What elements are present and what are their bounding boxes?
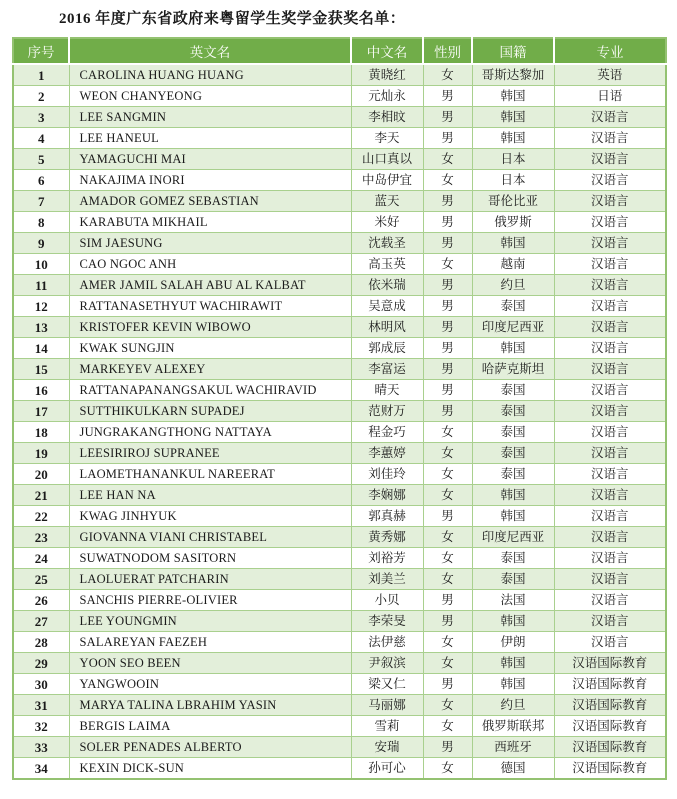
table-cell-serial-number: 7 (13, 191, 69, 212)
table-cell-major: 汉语言 (554, 191, 666, 212)
table-cell-gender: 男 (423, 107, 472, 128)
table-cell-chinese-name: 梁又仁 (351, 674, 423, 695)
table-cell-gender: 女 (423, 527, 472, 548)
table-cell-serial-number: 14 (13, 338, 69, 359)
table-cell-nationality: 韩国 (472, 128, 554, 149)
table-cell-nationality: 印度尼西亚 (472, 527, 554, 548)
table-cell-gender: 男 (423, 233, 472, 254)
table-cell-serial-number: 13 (13, 317, 69, 338)
table-cell-english-name: KEXIN DICK-SUN (69, 758, 351, 780)
table-cell-english-name: LEE YOUNGMIN (69, 611, 351, 632)
table-cell-nationality: 日本 (472, 170, 554, 191)
table-cell-major: 汉语国际教育 (554, 695, 666, 716)
table-cell-gender: 男 (423, 506, 472, 527)
table-cell-chinese-name: 孙可心 (351, 758, 423, 780)
table-cell-serial-number: 34 (13, 758, 69, 780)
table-cell-gender: 女 (423, 569, 472, 590)
table-cell-nationality: 韩国 (472, 611, 554, 632)
table-cell-serial-number: 22 (13, 506, 69, 527)
table-cell-serial-number: 20 (13, 464, 69, 485)
table-cell-nationality: 泰国 (472, 464, 554, 485)
table-cell-english-name: SUTTHIKULKARN SUPADEJ (69, 401, 351, 422)
table-cell-gender: 女 (423, 254, 472, 275)
column-header-serial-number: 序号 (13, 38, 69, 64)
table-row (13, 401, 666, 422)
table-row (13, 758, 666, 780)
table-cell-serial-number: 2 (13, 86, 69, 107)
table-cell-chinese-name: 中岛伊宜 (351, 170, 423, 191)
table-row (13, 212, 666, 233)
table-cell-major: 汉语言 (554, 296, 666, 317)
column-header-nationality: 国籍 (472, 38, 554, 64)
table-cell-major: 汉语言 (554, 590, 666, 611)
table-cell-major: 汉语言 (554, 128, 666, 149)
table-cell-english-name: AMER JAMIL SALAH ABU AL KALBAT (69, 275, 351, 296)
table-cell-gender: 男 (423, 86, 472, 107)
table-row (13, 338, 666, 359)
table-cell-chinese-name: 郭真赫 (351, 506, 423, 527)
table-cell-gender: 女 (423, 548, 472, 569)
table-cell-major: 汉语国际教育 (554, 758, 666, 780)
table-cell-chinese-name: 米好 (351, 212, 423, 233)
table-cell-gender: 女 (423, 149, 472, 170)
table-cell-gender: 女 (423, 464, 472, 485)
table-row (13, 275, 666, 296)
award-winners-table (12, 37, 667, 780)
table-cell-major: 汉语国际教育 (554, 716, 666, 737)
table-cell-chinese-name: 李蕙婷 (351, 443, 423, 464)
table-cell-english-name: MARYA TALINA LBRAHIM YASIN (69, 695, 351, 716)
table-cell-gender: 女 (423, 443, 472, 464)
table-cell-serial-number: 9 (13, 233, 69, 254)
table-cell-major: 汉语言 (554, 149, 666, 170)
table-row (13, 254, 666, 275)
table-cell-english-name: CAROLINA HUANG HUANG (69, 64, 351, 86)
table-cell-serial-number: 1 (13, 64, 69, 86)
table-cell-chinese-name: 刘佳玲 (351, 464, 423, 485)
table-row (13, 464, 666, 485)
table-cell-english-name: RATTANAPANANGSAKUL WACHIRAVID (69, 380, 351, 401)
table-cell-nationality: 泰国 (472, 401, 554, 422)
table-cell-major: 汉语国际教育 (554, 737, 666, 758)
table-cell-chinese-name: 尹叙滨 (351, 653, 423, 674)
table-cell-serial-number: 11 (13, 275, 69, 296)
table-row (13, 653, 666, 674)
table-row (13, 233, 666, 254)
table-cell-nationality: 泰国 (472, 422, 554, 443)
table-cell-gender: 女 (423, 64, 472, 86)
table-row (13, 569, 666, 590)
page-title: 2016 年度广东省政府来粤留学生奖学金获奖名单： (59, 11, 406, 27)
table-cell-english-name: SUWATNODOM SASITORN (69, 548, 351, 569)
table-cell-nationality: 哈萨克斯坦 (472, 359, 554, 380)
table-cell-english-name: SOLER PENADES ALBERTO (69, 737, 351, 758)
table-cell-english-name: GIOVANNA VIANI CHRISTABEL (69, 527, 351, 548)
table-cell-nationality: 韩国 (472, 485, 554, 506)
table-cell-chinese-name: 李荣旻 (351, 611, 423, 632)
table-cell-major: 汉语国际教育 (554, 674, 666, 695)
table-cell-nationality: 韩国 (472, 506, 554, 527)
table-row (13, 632, 666, 653)
table-cell-nationality: 印度尼西亚 (472, 317, 554, 338)
table-cell-chinese-name: 蓝天 (351, 191, 423, 212)
table-row (13, 485, 666, 506)
table-cell-english-name: YANGWOOIN (69, 674, 351, 695)
table-cell-chinese-name: 黄晓红 (351, 64, 423, 86)
table-cell-nationality: 约旦 (472, 695, 554, 716)
table-cell-major: 汉语言 (554, 506, 666, 527)
table-cell-gender: 男 (423, 590, 472, 611)
table-cell-chinese-name: 晴天 (351, 380, 423, 401)
table-cell-chinese-name: 范财万 (351, 401, 423, 422)
table-row (13, 86, 666, 107)
table-cell-english-name: YOON SEO BEEN (69, 653, 351, 674)
table-cell-gender: 男 (423, 380, 472, 401)
table-cell-major: 汉语言 (554, 359, 666, 380)
table-row (13, 359, 666, 380)
table-cell-english-name: SANCHIS PIERRE-OLIVIER (69, 590, 351, 611)
table-cell-chinese-name: 依米瑞 (351, 275, 423, 296)
table-cell-major: 汉语言 (554, 485, 666, 506)
table-cell-nationality: 法国 (472, 590, 554, 611)
table-cell-serial-number: 15 (13, 359, 69, 380)
column-header-gender: 性别 (423, 38, 472, 64)
table-row (13, 590, 666, 611)
table-cell-chinese-name: 刘裕芳 (351, 548, 423, 569)
table-cell-nationality: 韩国 (472, 86, 554, 107)
table-cell-english-name: KRISTOFER KEVIN WIBOWO (69, 317, 351, 338)
table-cell-english-name: WEON CHANYEONG (69, 86, 351, 107)
table-body (13, 64, 666, 779)
table-cell-chinese-name: 黄秀娜 (351, 527, 423, 548)
table-cell-nationality: 韩国 (472, 338, 554, 359)
table-row (13, 716, 666, 737)
table-cell-major: 汉语言 (554, 212, 666, 233)
table-cell-chinese-name: 小贝 (351, 590, 423, 611)
table-cell-nationality: 韩国 (472, 233, 554, 254)
table-cell-english-name: BERGIS LAIMA (69, 716, 351, 737)
table-cell-english-name: AMADOR GOMEZ SEBASTIAN (69, 191, 351, 212)
table-cell-serial-number: 29 (13, 653, 69, 674)
table-cell-nationality: 伊朗 (472, 632, 554, 653)
table-cell-chinese-name: 李相旼 (351, 107, 423, 128)
table-row (13, 548, 666, 569)
table-cell-major: 汉语言 (554, 380, 666, 401)
table-row (13, 149, 666, 170)
table-cell-chinese-name: 高玉英 (351, 254, 423, 275)
table-cell-major: 汉语言 (554, 443, 666, 464)
table-row (13, 674, 666, 695)
table-cell-english-name: LEE HANEUL (69, 128, 351, 149)
table-cell-gender: 男 (423, 191, 472, 212)
table-cell-english-name: MARKEYEV ALEXEY (69, 359, 351, 380)
table-cell-gender: 女 (423, 170, 472, 191)
table-cell-english-name: KWAK SUNGJIN (69, 338, 351, 359)
table-cell-major: 汉语言 (554, 107, 666, 128)
table-cell-gender: 男 (423, 212, 472, 233)
table-cell-serial-number: 25 (13, 569, 69, 590)
table-cell-chinese-name: 安瑞 (351, 737, 423, 758)
table-cell-nationality: 俄罗斯 (472, 212, 554, 233)
table-row (13, 107, 666, 128)
table-cell-nationality: 泰国 (472, 443, 554, 464)
table-cell-major: 汉语言 (554, 422, 666, 443)
table-cell-gender: 女 (423, 716, 472, 737)
table-cell-gender: 女 (423, 653, 472, 674)
table-cell-serial-number: 4 (13, 128, 69, 149)
table-cell-serial-number: 3 (13, 107, 69, 128)
table-cell-gender: 男 (423, 128, 472, 149)
table-cell-chinese-name: 山口真以 (351, 149, 423, 170)
table-cell-gender: 男 (423, 401, 472, 422)
table-cell-major: 汉语言 (554, 401, 666, 422)
table-cell-serial-number: 8 (13, 212, 69, 233)
table-cell-english-name: JUNGRAKANGTHONG NATTAYA (69, 422, 351, 443)
table-cell-major: 汉语言 (554, 632, 666, 653)
table-cell-chinese-name: 刘美兰 (351, 569, 423, 590)
table-cell-major: 汉语言 (554, 569, 666, 590)
table-cell-nationality: 泰国 (472, 548, 554, 569)
table-cell-serial-number: 23 (13, 527, 69, 548)
table-cell-major: 汉语言 (554, 233, 666, 254)
table-cell-chinese-name: 雪莉 (351, 716, 423, 737)
table-cell-gender: 女 (423, 632, 472, 653)
table-cell-major: 汉语言 (554, 275, 666, 296)
table-cell-gender: 女 (423, 422, 472, 443)
table-cell-serial-number: 27 (13, 611, 69, 632)
table-cell-nationality: 德国 (472, 758, 554, 780)
table-cell-major: 汉语言 (554, 338, 666, 359)
table-cell-serial-number: 19 (13, 443, 69, 464)
table-cell-chinese-name: 吴意成 (351, 296, 423, 317)
table-cell-chinese-name: 李娴娜 (351, 485, 423, 506)
table-cell-major: 汉语国际教育 (554, 653, 666, 674)
table-cell-serial-number: 32 (13, 716, 69, 737)
table-cell-chinese-name: 李富运 (351, 359, 423, 380)
table-cell-serial-number: 18 (13, 422, 69, 443)
table-cell-gender: 男 (423, 317, 472, 338)
table-cell-serial-number: 17 (13, 401, 69, 422)
table-cell-gender: 男 (423, 359, 472, 380)
table-cell-serial-number: 16 (13, 380, 69, 401)
table-row (13, 191, 666, 212)
table-cell-gender: 女 (423, 485, 472, 506)
table-cell-nationality: 西班牙 (472, 737, 554, 758)
table-cell-nationality: 越南 (472, 254, 554, 275)
table-cell-english-name: SIM JAESUNG (69, 233, 351, 254)
table-cell-serial-number: 21 (13, 485, 69, 506)
table-cell-nationality: 韩国 (472, 107, 554, 128)
table-cell-gender: 男 (423, 296, 472, 317)
table-row (13, 695, 666, 716)
table-cell-nationality: 哥斯达黎加 (472, 64, 554, 86)
table-cell-english-name: LEE HAN NA (69, 485, 351, 506)
table-cell-major: 汉语言 (554, 464, 666, 485)
table-row (13, 170, 666, 191)
table-cell-gender: 女 (423, 758, 472, 780)
column-header-english-name: 英文名 (69, 38, 351, 64)
table-cell-english-name: LEE SANGMIN (69, 107, 351, 128)
table-cell-english-name: NAKAJIMA INORI (69, 170, 351, 191)
table-row (13, 506, 666, 527)
table-cell-gender: 男 (423, 611, 472, 632)
table-cell-nationality: 俄罗斯联邦 (472, 716, 554, 737)
table-cell-nationality: 韩国 (472, 653, 554, 674)
table-cell-english-name: RATTANASETHYUT WACHIRAWIT (69, 296, 351, 317)
table-cell-serial-number: 26 (13, 590, 69, 611)
table-cell-major: 汉语言 (554, 548, 666, 569)
table-cell-major: 汉语言 (554, 254, 666, 275)
table-cell-english-name: LAOMETHANANKUL NAREERAT (69, 464, 351, 485)
table-cell-nationality: 韩国 (472, 674, 554, 695)
table-cell-english-name: SALAREYAN FAEZEH (69, 632, 351, 653)
table-header-row (13, 38, 666, 64)
table-cell-major: 汉语言 (554, 317, 666, 338)
table-row (13, 527, 666, 548)
table-cell-serial-number: 28 (13, 632, 69, 653)
table-cell-major: 日语 (554, 86, 666, 107)
table-cell-gender: 女 (423, 695, 472, 716)
table-cell-nationality: 日本 (472, 149, 554, 170)
table-cell-gender: 男 (423, 338, 472, 359)
table-row (13, 380, 666, 401)
table-cell-chinese-name: 郭成辰 (351, 338, 423, 359)
table-cell-nationality: 约旦 (472, 275, 554, 296)
table-cell-serial-number: 24 (13, 548, 69, 569)
table-row (13, 443, 666, 464)
table-cell-english-name: KWAG JINHYUK (69, 506, 351, 527)
table-row (13, 64, 666, 86)
table-cell-nationality: 泰国 (472, 296, 554, 317)
column-header-chinese-name: 中文名 (351, 38, 423, 64)
table-cell-chinese-name: 法伊慈 (351, 632, 423, 653)
table-cell-nationality: 泰国 (472, 380, 554, 401)
table-cell-chinese-name: 林明风 (351, 317, 423, 338)
table-cell-gender: 男 (423, 674, 472, 695)
table-row (13, 317, 666, 338)
table-cell-serial-number: 6 (13, 170, 69, 191)
table-cell-serial-number: 10 (13, 254, 69, 275)
table-row (13, 422, 666, 443)
table-cell-english-name: KARABUTA MIKHAIL (69, 212, 351, 233)
table-cell-chinese-name: 马丽娜 (351, 695, 423, 716)
table-row (13, 611, 666, 632)
table-row (13, 128, 666, 149)
table-row (13, 296, 666, 317)
table-cell-chinese-name: 程金巧 (351, 422, 423, 443)
table-cell-english-name: LAOLUERAT PATCHARIN (69, 569, 351, 590)
table-cell-serial-number: 30 (13, 674, 69, 695)
table-cell-serial-number: 33 (13, 737, 69, 758)
table-cell-chinese-name: 沈载圣 (351, 233, 423, 254)
table-cell-english-name: YAMAGUCHI MAI (69, 149, 351, 170)
table-cell-major: 汉语言 (554, 170, 666, 191)
table-cell-major: 汉语言 (554, 527, 666, 548)
table-cell-chinese-name: 元灿永 (351, 86, 423, 107)
table-cell-gender: 男 (423, 275, 472, 296)
table-cell-chinese-name: 李天 (351, 128, 423, 149)
table-row (13, 737, 666, 758)
table-cell-serial-number: 31 (13, 695, 69, 716)
table-cell-english-name: CAO NGOC ANH (69, 254, 351, 275)
table-cell-nationality: 哥伦比亚 (472, 191, 554, 212)
column-header-major: 专业 (554, 38, 666, 64)
table-cell-major: 英语 (554, 64, 666, 86)
table-cell-serial-number: 5 (13, 149, 69, 170)
table-cell-gender: 男 (423, 737, 472, 758)
table-cell-english-name: LEESIRIROJ SUPRANEE (69, 443, 351, 464)
table-cell-major: 汉语言 (554, 611, 666, 632)
table-cell-nationality: 泰国 (472, 569, 554, 590)
table-cell-serial-number: 12 (13, 296, 69, 317)
